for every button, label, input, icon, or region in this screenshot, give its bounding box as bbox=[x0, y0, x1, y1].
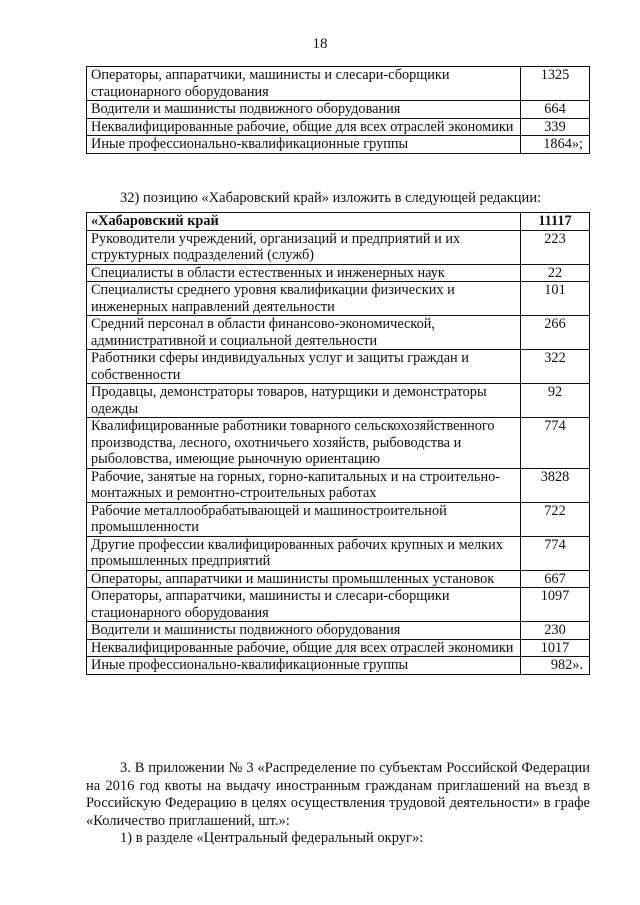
item-32-instruction: 32) позицию «Хабаровский край» изложить в следующей редакции: bbox=[120, 190, 542, 206]
row-label: Руководители учреждений, организаций и предприятий и их структурных подразделений (служб) bbox=[87, 230, 521, 264]
row-label: Рабочие металлообрабатывающей и машиностроительной промышленности bbox=[87, 502, 521, 536]
row-value: 667 bbox=[521, 570, 590, 588]
table-row bbox=[87, 418, 590, 469]
table-row bbox=[87, 468, 590, 502]
row-value: 774 bbox=[521, 536, 590, 570]
row-value: 664 bbox=[521, 101, 590, 119]
row-label: Другие профессии квалифицированных рабочих крупных и мелких промышленных предприятий bbox=[87, 536, 521, 570]
row-value: 774 bbox=[521, 418, 590, 469]
row-value: 1325 bbox=[521, 67, 590, 101]
row-label: Иные профессионально-квалификационные группы bbox=[87, 136, 521, 154]
table-row bbox=[87, 230, 590, 264]
table-row bbox=[87, 502, 590, 536]
row-label: Операторы, аппаратчики, машинисты и слесари-сборщики стационарного оборудования bbox=[87, 67, 521, 101]
paragraph-3: 3. В приложении № 3 «Распределение по субъектам Российской Федерации на 2016 год квоты на выдачу иностранным гражданам приглашений на въезд в Российскую Федерацию в целях осуществления трудовой деятельности» в графе «Количество приглашений, шт.»: bbox=[86, 760, 590, 829]
table-row bbox=[87, 136, 590, 154]
row-label: Операторы, аппаратчики и машинисты промышленных установок bbox=[87, 570, 521, 588]
khabarovsk-quota-table bbox=[86, 212, 590, 675]
row-value: 1864»; bbox=[521, 136, 590, 154]
row-label: Водители и машинисты подвижного оборудования bbox=[87, 101, 521, 119]
row-value: 1097 bbox=[521, 588, 590, 622]
table-row bbox=[87, 350, 590, 384]
row-value: 101 bbox=[521, 282, 590, 316]
row-value: 223 bbox=[521, 230, 590, 264]
table-row bbox=[87, 639, 590, 657]
table-row bbox=[87, 622, 590, 640]
row-value: 92 bbox=[521, 384, 590, 418]
table-row bbox=[87, 101, 590, 119]
row-value: 322 bbox=[521, 350, 590, 384]
row-label: Квалифицированные работники товарного сельскохозяйственного производства, лесного, охотничьего хозяйств, рыбоводства и рыболовства, имеющие рыночную ориентацию bbox=[87, 418, 521, 469]
row-label: Специалисты в области естественных и инженерных наук bbox=[87, 264, 521, 282]
table-row bbox=[87, 657, 590, 675]
region-total: 11117 bbox=[521, 213, 590, 231]
table-row bbox=[87, 384, 590, 418]
table-row bbox=[87, 264, 590, 282]
row-label: Работники сферы индивидуальных услуг и защиты граждан и собственности bbox=[87, 350, 521, 384]
row-value: 1017 bbox=[521, 639, 590, 657]
page-number: 18 bbox=[312, 36, 328, 52]
row-label: Рабочие, занятые на горных, горно-капитальных и на строительно-монтажных и ремонтно-строительных работах bbox=[87, 468, 521, 502]
row-value: 339 bbox=[521, 118, 590, 136]
row-label: Неквалифицированные рабочие, общие для всех отраслей экономики bbox=[87, 118, 521, 136]
row-label: Иные профессионально-квалификационные группы bbox=[87, 657, 521, 675]
row-value: 982». bbox=[521, 657, 590, 675]
row-label: Операторы, аппаратчики, машинисты и слесари-сборщики стационарного оборудования bbox=[87, 588, 521, 622]
row-label: Водители и машинисты подвижного оборудования bbox=[87, 622, 521, 640]
row-value: 22 bbox=[521, 264, 590, 282]
row-label: Специалисты среднего уровня квалификации физических и инженерных направлений деятельности bbox=[87, 282, 521, 316]
row-label: Продавцы, демонстраторы товаров, натурщики и демонстраторы одежды bbox=[87, 384, 521, 418]
row-value: 3828 bbox=[521, 468, 590, 502]
table-row bbox=[87, 316, 590, 350]
row-value: 266 bbox=[521, 316, 590, 350]
row-value: 230 bbox=[521, 622, 590, 640]
table-row bbox=[87, 67, 590, 101]
table-row bbox=[87, 282, 590, 316]
quota-table-continued bbox=[86, 66, 590, 154]
row-label: Неквалифицированные рабочие, общие для всех отраслей экономики bbox=[87, 639, 521, 657]
table-header-row bbox=[87, 213, 590, 231]
table-row bbox=[87, 570, 590, 588]
row-value: 722 bbox=[521, 502, 590, 536]
table-row bbox=[87, 118, 590, 136]
table-row bbox=[87, 536, 590, 570]
region-name: «Хабаровский край bbox=[87, 213, 521, 231]
row-label: Средний персонал в области финансово-экономической, административной и социальной деятельности bbox=[87, 316, 521, 350]
paragraph-3-item-1: 1) в разделе «Центральный федеральный округ»: bbox=[120, 830, 424, 846]
table-row bbox=[87, 588, 590, 622]
